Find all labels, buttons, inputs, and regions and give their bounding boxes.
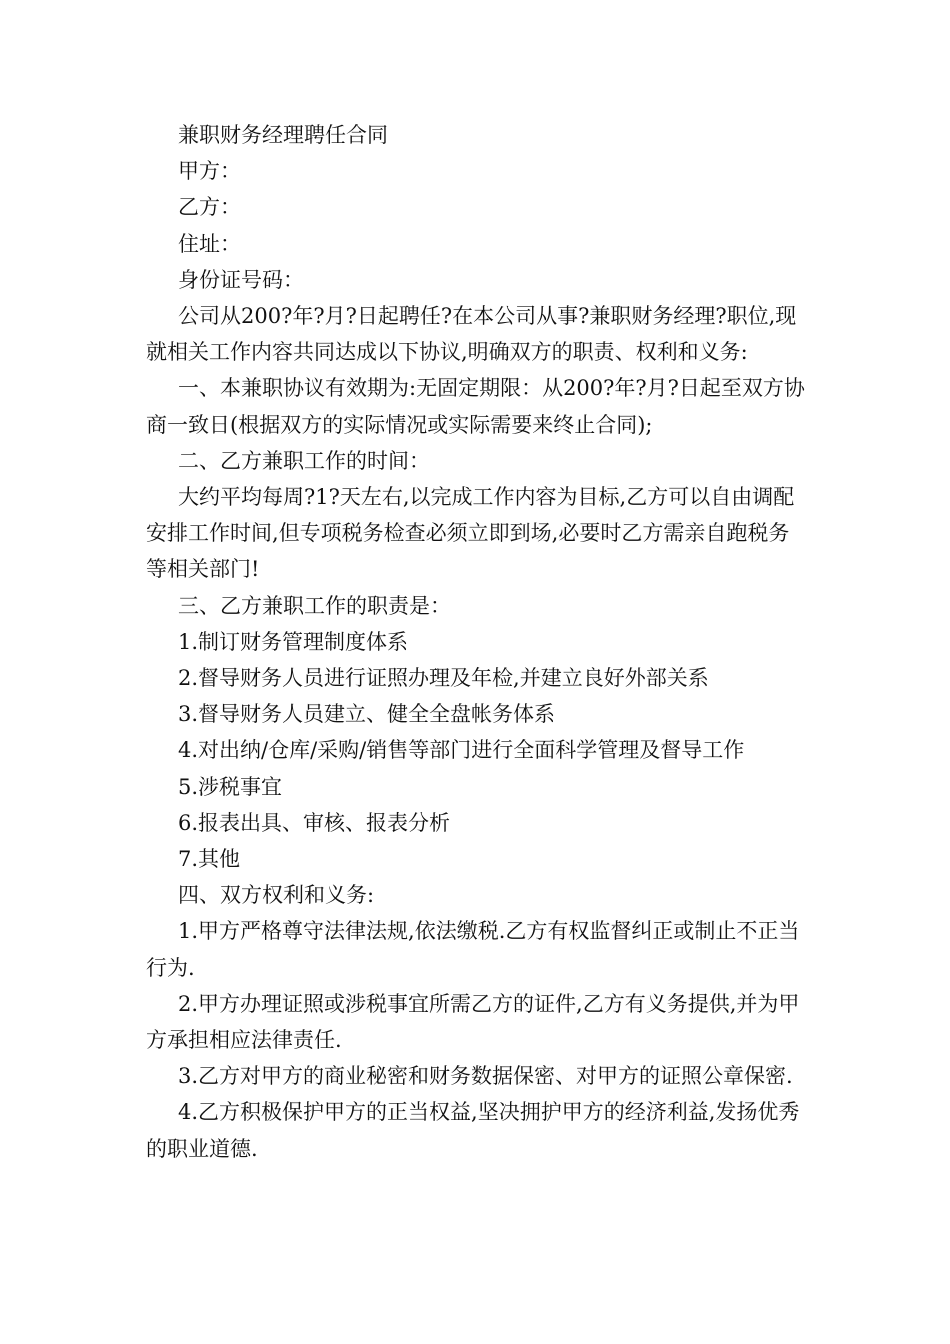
intro-paragraph: 公司从200?年?月?日起聘任?在本公司从事?兼职财务经理?职位,现就相关工作内容共同达成以下协议,明确双方的职责、权利和义务: <box>146 304 797 365</box>
duty-item: 5.涉税事宜 <box>178 774 283 799</box>
contract-body <box>146 117 806 1167</box>
duty-item: 6.报表出具、审核、报表分析 <box>178 810 451 835</box>
section-2-paragraph: 大约平均每周?1?天左右,以完成工作内容为目标,乙方可以自由调配安排工作时间,但专项税务检查必须立即到场,必要时乙方需亲自跑税务等相关部门! <box>146 485 795 582</box>
party-a-field: 甲方： <box>178 159 241 184</box>
duty-item: 7.其他 <box>178 847 241 872</box>
rights-item: 1.甲方严格尊守法律法规,依法缴税.乙方有权监督纠正或制止不正当行为. <box>146 919 800 980</box>
section-4-heading: 四、双方权利和义务: <box>178 883 375 908</box>
section-2-heading: 二、乙方兼职工作的时间： <box>178 448 430 473</box>
rights-item: 3.乙方对甲方的商业秘密和财务数据保密、对甲方的证照公章保密. <box>178 1064 793 1089</box>
address-field: 住址： <box>178 231 241 256</box>
document-title: 兼职财务经理聘任合同 <box>178 123 388 147</box>
duty-item: 1.制订财务管理制度体系 <box>178 629 409 654</box>
party-b-field: 乙方： <box>178 195 241 220</box>
duty-item: 3.督导财务人员建立、健全全盘帐务体系 <box>178 702 556 727</box>
duty-item: 4.对出纳/仓库/采购/销售等部门进行全面科学管理及督导工作 <box>178 738 745 763</box>
section-1-paragraph: 一、本兼职协议有效期为:无固定期限：从200?年?月?日起至双方协商一致日(根据双方的实际情况或实际需要来终止合同); <box>146 376 805 437</box>
duty-item: 2.督导财务人员进行证照办理及年检,并建立良好外部关系 <box>178 666 709 691</box>
rights-item: 4.乙方积极保护甲方的正当权益,坚决拥护甲方的经济利益,发扬优秀的职业道德. <box>146 1100 800 1161</box>
id-number-field: 身份证号码： <box>178 267 304 292</box>
rights-item: 2.甲方办理证照或涉税事宜所需乙方的证件,乙方有义务提供,并为甲方承担相应法律责任. <box>146 991 800 1053</box>
section-3-heading: 三、乙方兼职工作的职责是： <box>178 593 451 618</box>
